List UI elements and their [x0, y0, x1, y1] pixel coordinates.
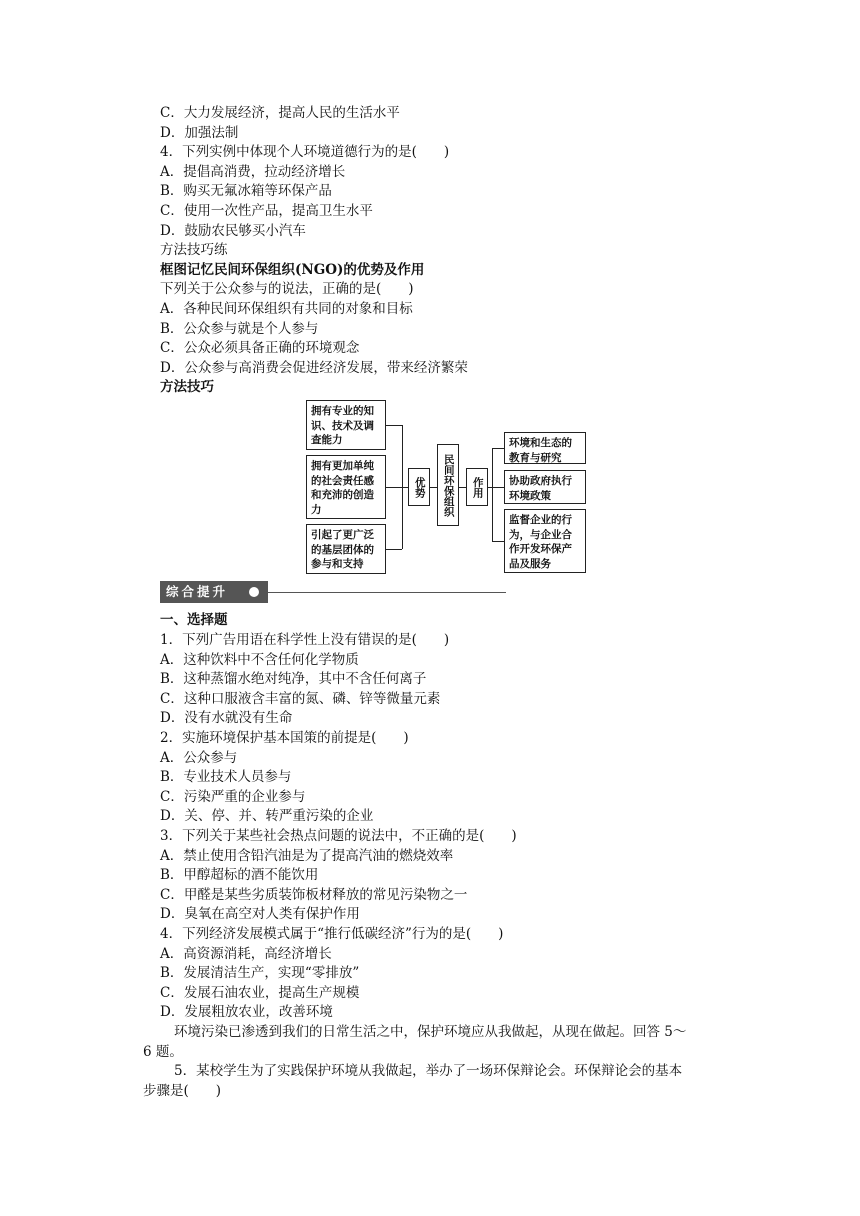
option-c: C．大力发展经济，提高人民的生活水平 [160, 105, 400, 121]
q4-option-b: B．购买无氟冰箱等环保产品 [160, 183, 332, 199]
banner-rule [268, 592, 506, 593]
connector-line [492, 448, 493, 541]
q3-option-b: B．甲醇超标的酒不能饮用 [160, 867, 319, 883]
method-option-b: B．公众参与就是个人参与 [160, 321, 319, 337]
right-box-1: 环境和生态的教育与研究 [504, 432, 586, 464]
connector-line [386, 425, 402, 426]
banner-dot-icon [249, 587, 259, 597]
connector-line [459, 487, 466, 488]
left-box-3: 引起了更广泛的基层团体的参与和支持 [306, 524, 386, 574]
method-label: 方法技巧练 [160, 242, 228, 258]
q3-option-d: D．臭氧在高空对人类有保护作用 [160, 906, 360, 922]
section-title: 一、选择题 [160, 612, 228, 628]
question-5-cont: 步骤是( ) [143, 1083, 222, 1099]
ngo-center-box: 民间环保组织 [437, 444, 459, 526]
q4b-option-a: A．高资源消耗，高经济增长 [160, 946, 332, 962]
q1-option-c: C．这种口服液含丰富的氮、磷、锌等微量元素 [160, 691, 441, 707]
role-box: 作用 [466, 468, 488, 506]
question-1: 1．下列广告用语在科学性上没有错误的是( ) [160, 632, 450, 648]
method-option-c: C．公众必须具备正确的环境观念 [160, 340, 360, 356]
method-option-d: D．公众参与高消费会促进经济发展，带来经济繁荣 [160, 360, 468, 376]
q4-option-d: D．鼓励农民够买小汽车 [160, 223, 306, 239]
left-box-2: 拥有更加单纯的社会责任感和充沛的创造力 [306, 455, 386, 519]
q3-option-c: C．甲醛是某些劣质装饰板材释放的常见污染物之一 [160, 887, 468, 903]
connector-line [430, 487, 437, 488]
q4b-option-d: D．发展粗放农业，改善环境 [160, 1004, 333, 1020]
connector-line [492, 448, 504, 449]
left-box-1: 拥有专业的知识、技术及调查能力 [306, 400, 386, 450]
connector-line [492, 487, 504, 488]
q1-option-d: D．没有水就没有生命 [160, 710, 293, 726]
q4b-option-b: B．发展清洁生产，实现“零排放” [160, 965, 360, 981]
option-d: D．加强法制 [160, 125, 239, 141]
q1-option-a: A．这种饮料中不含任何化学物质 [160, 652, 359, 668]
q2-option-d: D．关、停、并、转严重污染的企业 [160, 808, 374, 824]
question-4: 4．下列实例中体现个人环境道德行为的是( ) [160, 144, 450, 160]
method-option-a: A．各种民间环保组织有共同的对象和目标 [160, 301, 413, 317]
connector-line [492, 541, 504, 542]
question-3: 3．下列关于某些社会热点问题的说法中，不正确的是( ) [160, 828, 517, 844]
q4b-option-c: C．发展石油农业，提高生产规模 [160, 985, 360, 1001]
method-title: 框图记忆民间环保组织(NGO)的优势及作用 [160, 262, 425, 278]
q3-option-a: A．禁止使用含铅汽油是为了提高汽油的燃烧效率 [160, 848, 454, 864]
method-question: 下列关于公众参与的说法，正确的是( ) [160, 281, 414, 297]
right-box-2: 协助政府执行环境政策 [504, 470, 586, 504]
connector-line [386, 487, 402, 488]
q4-option-c: C．使用一次性产品，提高卫生水平 [160, 203, 373, 219]
q2-option-c: C．污染严重的企业参与 [160, 789, 306, 805]
method-skill-label: 方法技巧 [160, 379, 214, 395]
passage-intro-cont: 6 题。 [143, 1044, 183, 1060]
question-5: 5．某校学生为了实践保护环境从我做起，举办了一场环保辩论会。环保辩论会的基本 [174, 1063, 683, 1079]
passage-intro: 环境污染已渗透到我们的日常生活之中，保护环境应从我做起，从现在做起。回答 5～ [174, 1024, 687, 1040]
q2-option-a: A．公众参与 [160, 750, 238, 766]
q4-option-a: A．提倡高消费，拉动经济增长 [160, 164, 346, 180]
question-2: 2．实施环境保护基本国策的前提是( ) [160, 730, 409, 746]
advantage-box: 优势 [408, 468, 430, 506]
right-box-3: 监督企业的行为，与企业合作开发环保产品及服务 [504, 509, 586, 573]
connector-line [386, 549, 402, 550]
section-banner: 综合提升 [160, 581, 268, 603]
q2-option-b: B．专业技术人员参与 [160, 769, 292, 785]
question-4b: 4．下列经济发展模式属于“推行低碳经济”行为的是( ) [160, 926, 504, 942]
q1-option-b: B．这种蒸馏水绝对纯净，其中不含任何离子 [160, 671, 427, 687]
